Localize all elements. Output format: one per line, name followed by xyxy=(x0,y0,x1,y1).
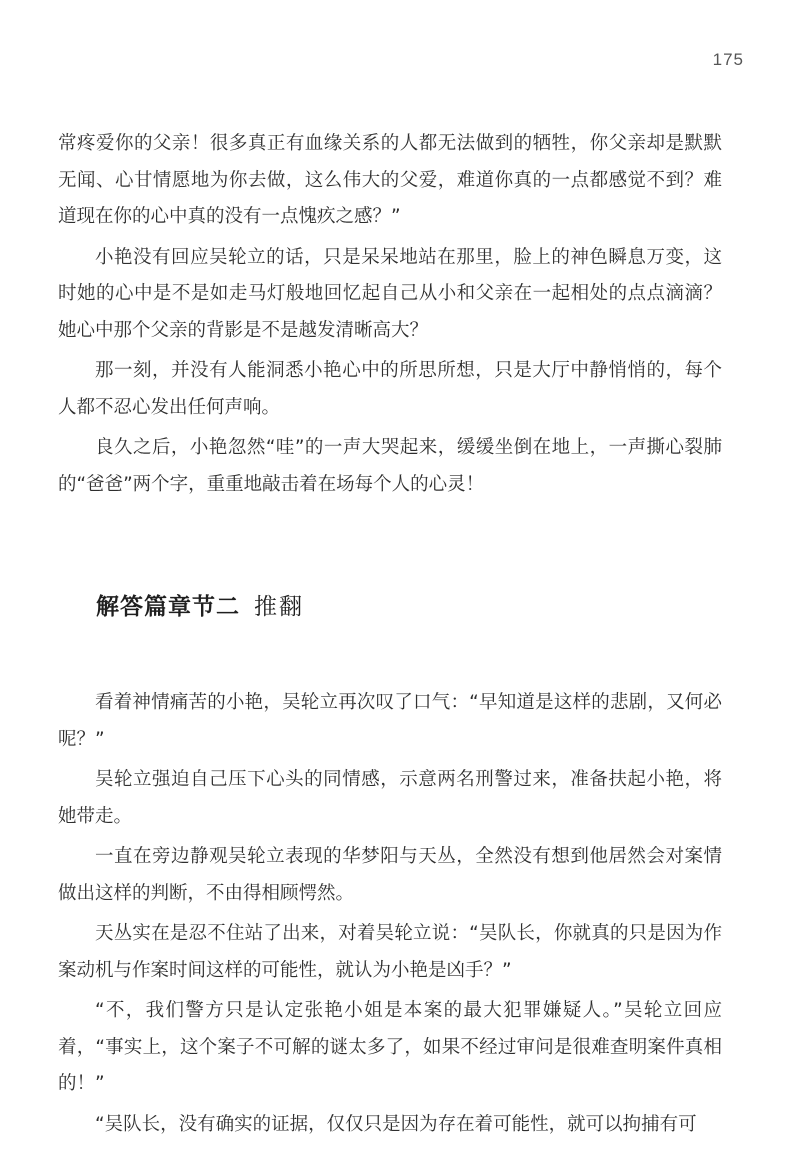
chapter-heading xyxy=(96,588,304,621)
chapter-subtitle: 推翻 xyxy=(254,594,304,620)
paragraph: 吴轮立强迫自己压下心头的同情感，示意两名刑警过来，准备扶起小艳，将她带走。 xyxy=(58,769,722,827)
paragraph: 一直在旁边静观吴轮立表现的华梦阳与天丛，全然没有想到他居然会对案情做出这样的判断，不由得相顾愕然。 xyxy=(58,846,722,904)
paragraph: 良久之后，小艳忽然“哇”的一声大哭起来，缓缓坐倒在地上，一声撕心裂肺的“爸爸”两个字，重重地敲击着在场每个人的心灵！ xyxy=(58,437,722,495)
paragraph: 天丛实在是忍不住站了出来，对着吴轮立说：“吴队长，你就真的只是因为作案动机与作案时间这样的可能性，就认为小艳是凶手？” xyxy=(58,923,722,981)
page-number: 175 xyxy=(712,50,744,69)
paragraph: “不，我们警方只是认定张艳小姐是本案的最大犯罪嫌疑人。”吴轮立回应着，“事实上，这个案子不可解的谜太多了，如果不经过审问是很难查明案件真相的！” xyxy=(58,1000,722,1094)
paragraph-continued: 常疼爱你的父亲！很多真正有血缘关系的人都无法做到的牺牲，你父亲却是默默无闻、心甘情愿地为你去做，这么伟大的父爱，难道你真的一点都感觉不到？难道现在你的心中真的没有一点愧疚之感？” xyxy=(58,133,722,227)
paragraph: “吴队长，没有确实的证据，仅仅只是因为存在着可能性，就可以拘捕有可 xyxy=(95,1113,697,1135)
bottom-text-block xyxy=(58,685,722,1147)
paragraph: 看着神情痛苦的小艳，吴轮立再次叹了口气：“早知道是这样的悲剧，又何必呢？” xyxy=(58,692,722,750)
top-text-block xyxy=(58,126,722,507)
chapter-title: 解答篇章节二 xyxy=(96,594,240,620)
paragraph: 那一刻，并没有人能洞悉小艳心中的所思所想，只是大厅中静悄悄的，每个人都不忍心发出任何声响。 xyxy=(58,360,722,418)
paragraph: 小艳没有回应吴轮立的话，只是呆呆地站在那里，脸上的神色瞬息万变，这时她的心中是不是如走马灯般地回忆起自己从小和父亲在一起相处的点点滴滴？她心中那个父亲的背影是不是越发清晰高大？ xyxy=(58,246,722,341)
